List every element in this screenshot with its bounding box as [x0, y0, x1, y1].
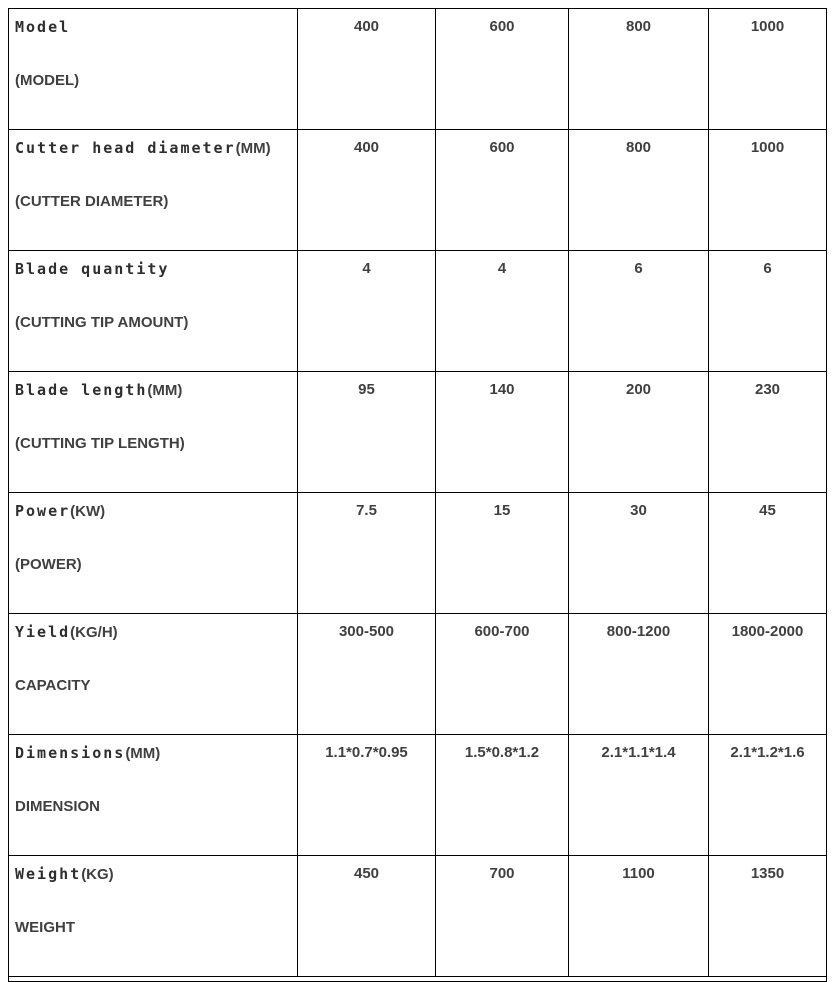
spec-label-cell: [9, 493, 298, 614]
spec-unit: (MM): [147, 382, 183, 399]
spec-value: 4: [298, 251, 436, 372]
spec-value: 800: [569, 9, 709, 130]
spec-label-cell: [9, 614, 298, 735]
spec-value: 1100: [569, 856, 709, 977]
spec-value: 1350: [709, 856, 827, 977]
table-row-empty-footer: [9, 977, 827, 982]
spec-label: [15, 381, 293, 400]
spec-subtitle: DIMENSION: [15, 798, 101, 815]
spec-value: 1000: [709, 130, 827, 251]
spec-label: [15, 139, 293, 158]
spec-label-cell: [9, 856, 298, 977]
spec-value: 600: [436, 9, 569, 130]
spec-subtitle: (CUTTING TIP AMOUNT): [15, 314, 189, 331]
spec-value: 400: [298, 9, 436, 130]
spec-label: [15, 865, 293, 884]
spec-value: 2.1*1.2*1.6: [709, 735, 827, 856]
spec-subtitle: (POWER): [15, 556, 82, 573]
spec-value: 700: [436, 856, 569, 977]
spec-label: [15, 623, 293, 642]
spec-unit: (MM): [235, 140, 271, 157]
spec-subtitle: WEIGHT: [15, 919, 75, 936]
table-row-blade-length: [9, 372, 827, 493]
spec-unit: (KG/H): [70, 624, 118, 641]
spec-value: 450: [298, 856, 436, 977]
spec-value: 15: [436, 493, 569, 614]
spec-unit: (KW): [70, 503, 106, 520]
table-row-power: [9, 493, 827, 614]
spec-name: Blade quantity: [15, 260, 170, 278]
spec-value: 95: [298, 372, 436, 493]
spec-label: [15, 18, 293, 37]
spec-unit: (KG): [81, 866, 114, 883]
spec-name: Weight: [15, 865, 82, 883]
spec-value: 1000: [709, 9, 827, 130]
spec-value: 6: [569, 251, 709, 372]
spec-value: 7.5: [298, 493, 436, 614]
spec-label-cell: [9, 735, 298, 856]
spec-value: 400: [298, 130, 436, 251]
spec-value: 2.1*1.1*1.4: [569, 735, 709, 856]
spec-value: 140: [436, 372, 569, 493]
spec-value: 1800-2000: [709, 614, 827, 735]
spec-value: 45: [709, 493, 827, 614]
spec-value: 800-1200: [569, 614, 709, 735]
table-row-cutter-diameter: [9, 130, 827, 251]
spec-name: Yield: [15, 623, 71, 641]
spec-label-cell: [9, 251, 298, 372]
spec-value: 6: [709, 251, 827, 372]
table-row-yield: [9, 614, 827, 735]
spec-value: 600-700: [436, 614, 569, 735]
spec-unit: (MM): [125, 745, 161, 762]
spec-subtitle: CAPACITY: [15, 677, 91, 694]
spec-name: Model: [15, 18, 71, 36]
spec-subtitle: (MODEL): [15, 72, 80, 89]
spec-label: [15, 502, 293, 521]
table-row-dimensions: [9, 735, 827, 856]
spec-label-cell: [9, 9, 298, 130]
spec-name: Dimensions: [15, 744, 126, 762]
spec-value: 600: [436, 130, 569, 251]
spec-name: Blade length: [15, 381, 148, 399]
spec-value: 4: [436, 251, 569, 372]
spec-subtitle: (CUTTER DIAMETER): [15, 193, 169, 210]
spec-label-cell: [9, 372, 298, 493]
spec-value: 300-500: [298, 614, 436, 735]
spec-value: 200: [569, 372, 709, 493]
spec-label: [15, 260, 293, 279]
spec-value: 30: [569, 493, 709, 614]
spec-value: 230: [709, 372, 827, 493]
table-row-weight: [9, 856, 827, 977]
empty-footer-cell: [9, 977, 827, 982]
spec-value: 1.5*0.8*1.2: [436, 735, 569, 856]
spec-table: [8, 8, 827, 982]
table-row-blade-quantity: [9, 251, 827, 372]
spec-value: 1.1*0.7*0.95: [298, 735, 436, 856]
spec-value: 800: [569, 130, 709, 251]
spec-label-cell: [9, 130, 298, 251]
spec-label: [15, 744, 293, 763]
spec-name: Power: [15, 502, 71, 520]
spec-subtitle: (CUTTING TIP LENGTH): [15, 435, 185, 452]
spec-name: Cutter head diameter: [15, 139, 236, 157]
table-row-model: [9, 9, 827, 130]
